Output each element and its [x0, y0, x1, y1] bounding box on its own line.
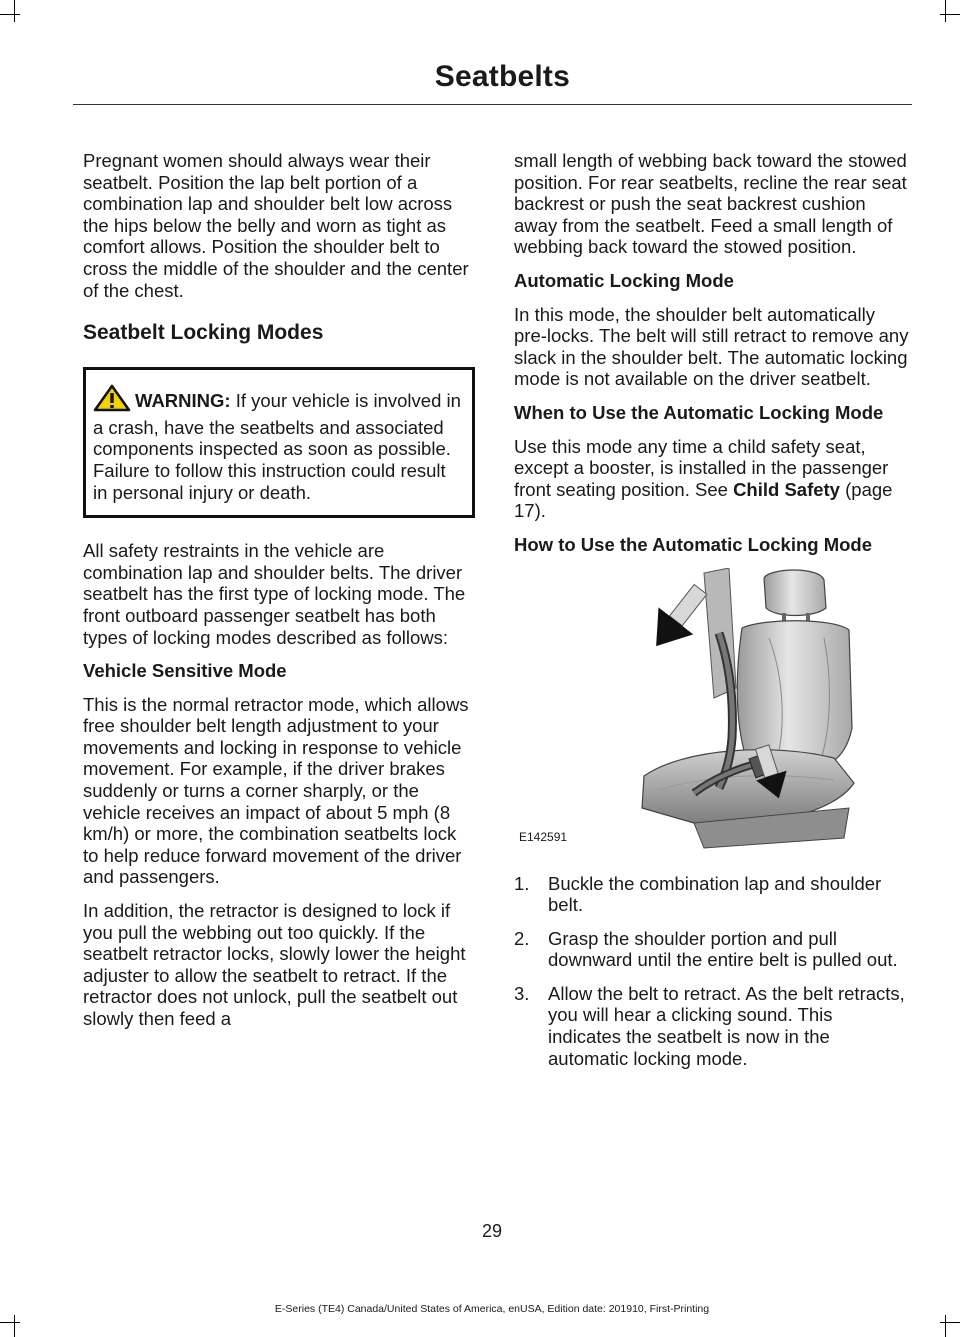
when-to-use-text: Use this mode any time a child safety seat, except a booster, is installed in the passenger front seating position. See: [514, 435, 889, 500]
crop-mark-bottom-right: [945, 1315, 946, 1337]
automatic-locking-mode-heading: Automatic Locking Mode: [514, 269, 734, 291]
list-item: [514, 983, 910, 1069]
step-text: Buckle the combination lap and shoulder belt.: [548, 872, 882, 916]
seat-illustration: [514, 568, 910, 853]
step-number: 2.: [514, 927, 530, 949]
vehicle-sensitive-mode-heading: Vehicle Sensitive Mode: [83, 660, 287, 682]
step-number: 1.: [514, 872, 530, 894]
automatic-locking-mode-paragraph: In this mode, the shoulder belt automatically pre-locks. The belt will still retract to remove any slack in the shoulder belt. The automatic locking mode is not available on the driver seatbelt.: [514, 303, 909, 390]
crop-mark-top-right: [940, 14, 960, 15]
vehicle-sensitive-mode-paragraph: This is the normal retractor mode, which allows free shoulder belt length adjustment to your movements and locking in response to vehicle movement. For example, if the driver brakes suddenly or turns a corner sharply, or the vehicle receives an impact of about 5 mph (8 km/h) or more, the combination seatbelts lock to help reduce forward movement of the driver and passengers.: [83, 693, 469, 888]
pregnancy-paragraph: Pregnant women should always wear their seatbelt. Position the lap belt portion of a combination lap and shoulder belt low across the hips below the belly and worn as tight as comfort allows. Position the shoulder belt to cross the middle of the shoulder and the center of the chest.: [83, 150, 469, 301]
seatbelt-figure: [514, 568, 910, 853]
list-item: [514, 928, 910, 971]
page-title: Seatbelts: [434, 60, 570, 93]
page-reference: (page 17).: [514, 478, 893, 522]
header-divider: [73, 104, 912, 105]
continued-paragraph: small length of webbing back toward the stowed position. For rear seatbelts, recline the rear seat backrest or push the seat backrest cushion away from the seatbelt. Feed a small length of webbing back toward the stowed position.: [514, 150, 907, 258]
crop-mark-bottom-left: [14, 1315, 15, 1337]
step-number: 3.: [514, 982, 530, 1004]
right-column: [514, 150, 910, 1081]
crop-mark-top-left: [14, 0, 15, 22]
left-column: [83, 150, 475, 1042]
crop-mark-top-right: [945, 0, 946, 22]
step-text: Grasp the shoulder portion and pull downward until the entire belt is pulled out.: [548, 927, 898, 971]
crop-mark-bottom-left: [0, 1322, 20, 1323]
when-to-use-heading: When to Use the Automatic Locking Mode: [514, 401, 884, 423]
restraints-paragraph: All safety restraints in the vehicle are combination lap and shoulder belts. The driver seatbelt has the first type of locking mode. The front outboard passenger seatbelt has both types of locking modes described as follows:: [83, 540, 466, 648]
step-text: Allow the belt to retract. As the belt retracts, you will hear a clicking sound. This indicates the seatbelt is now in the automatic locking mode.: [548, 982, 905, 1069]
child-safety-link[interactable]: Child Safety: [733, 478, 840, 500]
edition-footer: E-Series (TE4) Canada/United States of America, enUSA, Edition date: 201910, First-Printing: [274, 1303, 710, 1315]
how-to-use-heading: How to Use the Automatic Locking Mode: [514, 533, 873, 555]
warning-text: If your vehicle is involved in a crash, have the seatbelts and associated components inspected as soon as possible. Failure to follow this instruction could result in personal injury or death.: [93, 390, 461, 503]
figure-id: E142591: [519, 829, 568, 844]
page-number: 29: [481, 1221, 503, 1241]
warning-box: [83, 367, 475, 518]
when-to-use-paragraph: [514, 436, 910, 522]
retractor-lock-paragraph: In addition, the retractor is designed to lock if you pull the webbing out too quickly. If the seatbelt retractor locks, slowly lower the height adjuster to allow the seatbelt to retract. If the retractor does not unlock, pull the seatbelt out slowly then feed a: [83, 900, 466, 1029]
list-item: [514, 873, 910, 916]
instruction-steps: [514, 873, 910, 1070]
crop-mark-top-left: [0, 14, 20, 15]
section-heading: Seatbelt Locking Modes: [83, 321, 324, 345]
warning-triangle-icon: [93, 384, 131, 417]
warning-label: WARNING:: [135, 390, 231, 412]
crop-mark-bottom-right: [940, 1322, 960, 1323]
